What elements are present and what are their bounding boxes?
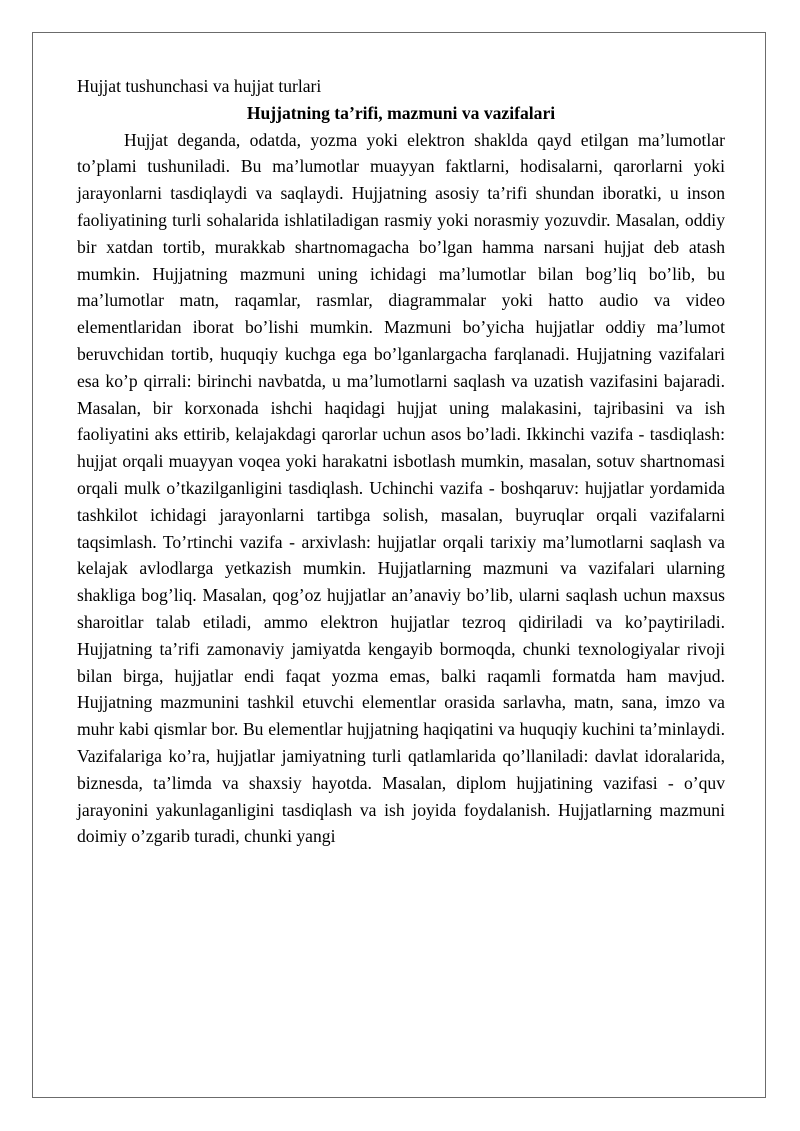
document-content — [77, 73, 725, 850]
body-paragraph: Hujjat deganda, odatda, yozma yoki elektron shaklda qayd etilgan ma’lumotlar to’plami tushuniladi. Bu ma’lumotlar muayyan faktlarni, hodisalarni, qarorlarni yoki jarayonlarni tasdiqlaydi va saqlaydi. Hujjatning asosiy ta’rifi shundan iboratki, u inson faoliyatining turli sohalarida ishlatiladigan rasmiy yoki norasmiy yozuvdir. Masalan, oddiy bir xatdan tortib, murakkab shartnomagacha bo’lgan hamma narsani hujjat deb atash mumkin. Hujjatning mazmuni uning ichidagi ma’lumotlar bilan bog’liq bo’lib, bu ma’lumotlar matn, raqamlar, rasmlar, diagrammalar yoki hatto audio va video elementlaridan iborat bo’lishi mumkin. Mazmuni bo’yicha hujjatlar oddiy ma’lumot beruvchidan tortib, huquqiy kuchga ega bo’lganlargacha farqlanadi. Hujjatning vazifalari esa ko’p qirrali: birinchi navbatda, u ma’lumotlarni saqlash va uzatish vazifasini bajaradi. Masalan, bir korxonada ishchi haqidagi hujjat uning malakasini, tajribasini va ish faoliyatini aks ettirib, kelajakdagi qarorlar uchun asos bo’ladi. Ikkinchi vazifa - tasdiqlash: hujjat orqali muayyan voqea yoki harakatni isbotlash mumkin, masalan, sotuv shartnomasi orqali mulk o’tkazilganligini tasdiqlash. Uchinchi vazifa - boshqaruv: hujjatlar yordamida tashkilot ichidagi jarayonlarni tartibga solish, masalan, buyruqlar orqali vazifalarni taqsimlash. To’rtinchi vazifa - arxivlash: hujjatlar orqali tarixiy ma’lumotlarni saqlash va kelajak avlodlarga yetkazish mumkin. Hujjatlarning mazmuni va vazifalari ularning shakliga bog’liq. Masalan, qog’oz hujjatlar an’anaviy bo’lib, ularni saqlash uchun maxsus sharoitlar talab etiladi, ammo elektron hujjatlar tezroq qidiriladi va ko’paytiriladi. Hujjatning ta’rifi zamonaviy jamiyatda kengayib bormoqda, chunki texnologiyalar rivoji bilan birga, hujjatlar endi faqat yozma emas, balki raqamli formatda ham mavjud. Hujjatning mazmunini tashkil etuvchi elementlar orasida sarlavha, matn, sana, imzo va muhr kabi qismlar bor. Bu elementlar hujjatning haqiqatini va huquqiy kuchini ta’minlaydi. Vazifalariga ko’ra, hujjatlar jamiyatning turli qatlamlarida qo’llaniladi: davlat idoralarida, biznesda, ta’limda va shaxsiy hayotda. Masalan, diplom hujjatining vazifasi - o’quv jarayonini yakunlaganligini tasdiqlash va ish joyida foydalanish. Hujjatlarning mazmuni doimiy o’zgarib turadi, chunki yangi — [77, 129, 725, 847]
document-heading: Hujjat tushunchasi va hujjat turlari — [77, 76, 322, 96]
section-title: Hujjatning ta’rifi, mazmuni va vazifalari — [246, 102, 556, 123]
